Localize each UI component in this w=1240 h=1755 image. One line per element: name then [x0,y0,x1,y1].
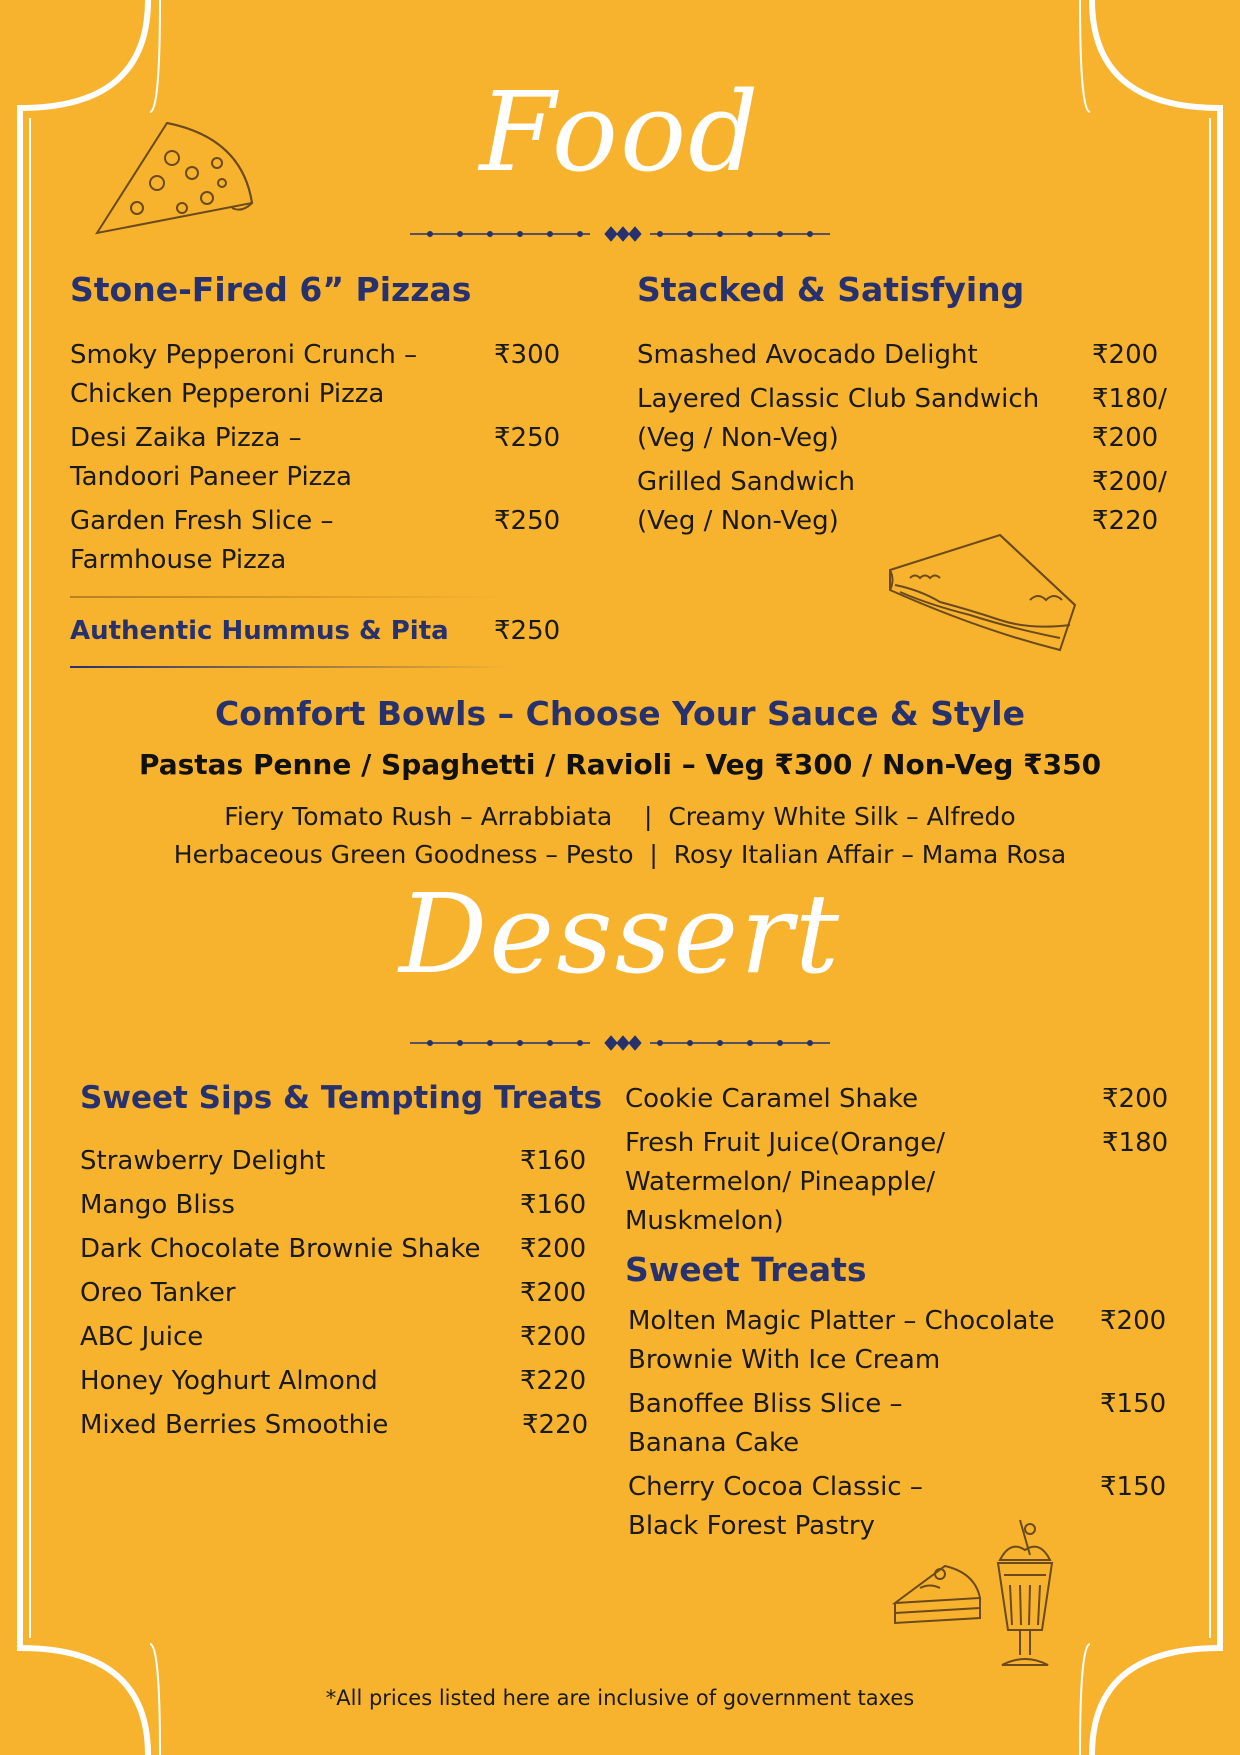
dessert-title: Dessert [398,870,842,998]
pizza-item-2-price: ₹250 [494,423,561,453]
cake-slice-icon [890,1558,990,1638]
sandwich-item-2-line-1: Layered Classic Club Sandwich [637,384,1040,414]
treat-item-2-line-2: Banana Cake [628,1428,800,1458]
sip-item-3-price: ₹200 [520,1234,587,1264]
divider-line [70,596,510,598]
milkshake-icon [990,1515,1060,1675]
treat-item-1-line-2: Brownie With Ice Cream [628,1345,941,1375]
pizza-item-3-line-2: Farmhouse Pizza [70,545,287,575]
sandwich-item-3-price [1092,463,1167,541]
treat-item-3-line-2: Black Forest Pastry [628,1511,875,1541]
sandwich-item-2-price-line-1: ₹180/ [1092,384,1167,414]
pizza-item-1-price: ₹300 [494,340,561,370]
drink-item-2 [625,1124,945,1241]
pizza-item-1-line-1: Smoky Pepperoni Crunch – [70,340,418,370]
treat-item-1-price: ₹200 [1100,1306,1167,1336]
drink-item-2-price: ₹180 [1102,1128,1169,1158]
hummus-price: ₹250 [494,616,561,646]
sandwich-item-2-line-2: (Veg / Non-Veg) [637,423,839,453]
treat-item-2-price: ₹150 [1100,1389,1167,1419]
pizza-item-1 [70,336,417,414]
pizza-item-2 [70,419,352,497]
treat-item-3 [628,1468,923,1546]
treat-item-3-price: ₹150 [1100,1472,1167,1502]
hummus-item: Authentic Hummus & Pita [70,616,449,646]
pizza-item-2-line-2: Tandoori Paneer Pizza [70,462,352,492]
treat-item-1 [628,1302,1055,1380]
pizza-item-1-line-2: Chicken Pepperoni Pizza [70,379,385,409]
bowls-heading: Comfort Bowls – Choose Your Sauce & Style [215,694,1025,733]
drink-item-1: Cookie Caramel Shake [625,1084,919,1114]
sip-item-4-price: ₹200 [520,1278,587,1308]
pizza-item-2-line-1: Desi Zaika Pizza – [70,423,302,453]
treat-item-3-line-1: Cherry Cocoa Classic – [628,1472,923,1502]
pizza-slice-icon [92,118,262,238]
sandwich-item-2 [637,380,1039,458]
sip-item-1-price: ₹160 [520,1146,587,1176]
sip-item-1: Strawberry Delight [80,1146,326,1176]
sip-item-3: Dark Chocolate Brownie Shake [80,1234,481,1264]
food-title: Food [479,68,761,196]
pizza-item-3-price: ₹250 [494,506,561,536]
sip-item-5: ABC Juice [80,1322,204,1352]
ornament-divider-icon [410,1033,830,1053]
sandwich-item-3-price-line-1: ₹200/ [1092,467,1167,497]
sip-item-2-price: ₹160 [520,1190,587,1220]
sip-item-7: Mixed Berries Smoothie [80,1410,389,1440]
sauce-line-2: Herbaceous Green Goodness – Pesto | Rosy Italian Affair – Mama Rosa [173,840,1067,869]
sandwich-item-1: Smashed Avocado Delight [637,340,978,370]
sandwich-item-3-price-line-2: ₹220 [1092,506,1159,536]
pizza-item-3 [70,502,334,580]
pizza-item-3-line-1: Garden Fresh Slice – [70,506,334,536]
sip-item-6-price: ₹220 [520,1366,587,1396]
sandwich-item-2-price-line-2: ₹200 [1092,423,1159,453]
sandwich-item-3-line-2: (Veg / Non-Veg) [637,506,839,536]
sandwich-item-3 [637,463,855,541]
stacked-heading: Stacked & Satisfying [637,270,1025,309]
drink-item-2-line-2: Watermelon/ Pineapple/ [625,1167,936,1197]
sip-item-5-price: ₹200 [520,1322,587,1352]
ornament-divider-icon [410,224,830,244]
treat-item-1-line-1: Molten Magic Platter – Chocolate [628,1306,1055,1336]
sips-heading: Sweet Sips & Tempting Treats [80,1080,603,1116]
sip-item-7-price: ₹220 [522,1410,589,1440]
drink-item-2-line-1: Fresh Fruit Juice(Orange/ [625,1128,946,1158]
treat-item-2 [628,1385,902,1463]
sip-item-4: Oreo Tanker [80,1278,236,1308]
drink-item-2-line-3: Muskmelon) [625,1206,784,1236]
footer-note: *All prices listed here are inclusive of government taxes [325,1686,915,1710]
sandwich-item-3-line-1: Grilled Sandwich [637,467,855,497]
pizzas-heading: Stone-Fired 6” Pizzas [70,270,472,309]
treat-item-2-line-1: Banoffee Bliss Slice – [628,1389,903,1419]
sandwich-item-2-price [1092,380,1167,458]
drink-item-1-price: ₹200 [1102,1084,1169,1114]
sip-item-2: Mango Bliss [80,1190,235,1220]
sandwich-item-1-price: ₹200 [1092,340,1159,370]
treats-heading: Sweet Treats [625,1250,867,1289]
pasta-line: Pastas Penne / Spaghetti / Ravioli – Veg ₹300 / Non-Veg ₹350 [138,748,1102,781]
sandwich-icon [880,530,1090,655]
sauce-line-1: Fiery Tomato Rush – Arrabbiata | Creamy White Silk – Alfredo [224,802,1016,831]
divider-line [70,666,510,668]
sip-item-6: Honey Yoghurt Almond [80,1366,378,1396]
